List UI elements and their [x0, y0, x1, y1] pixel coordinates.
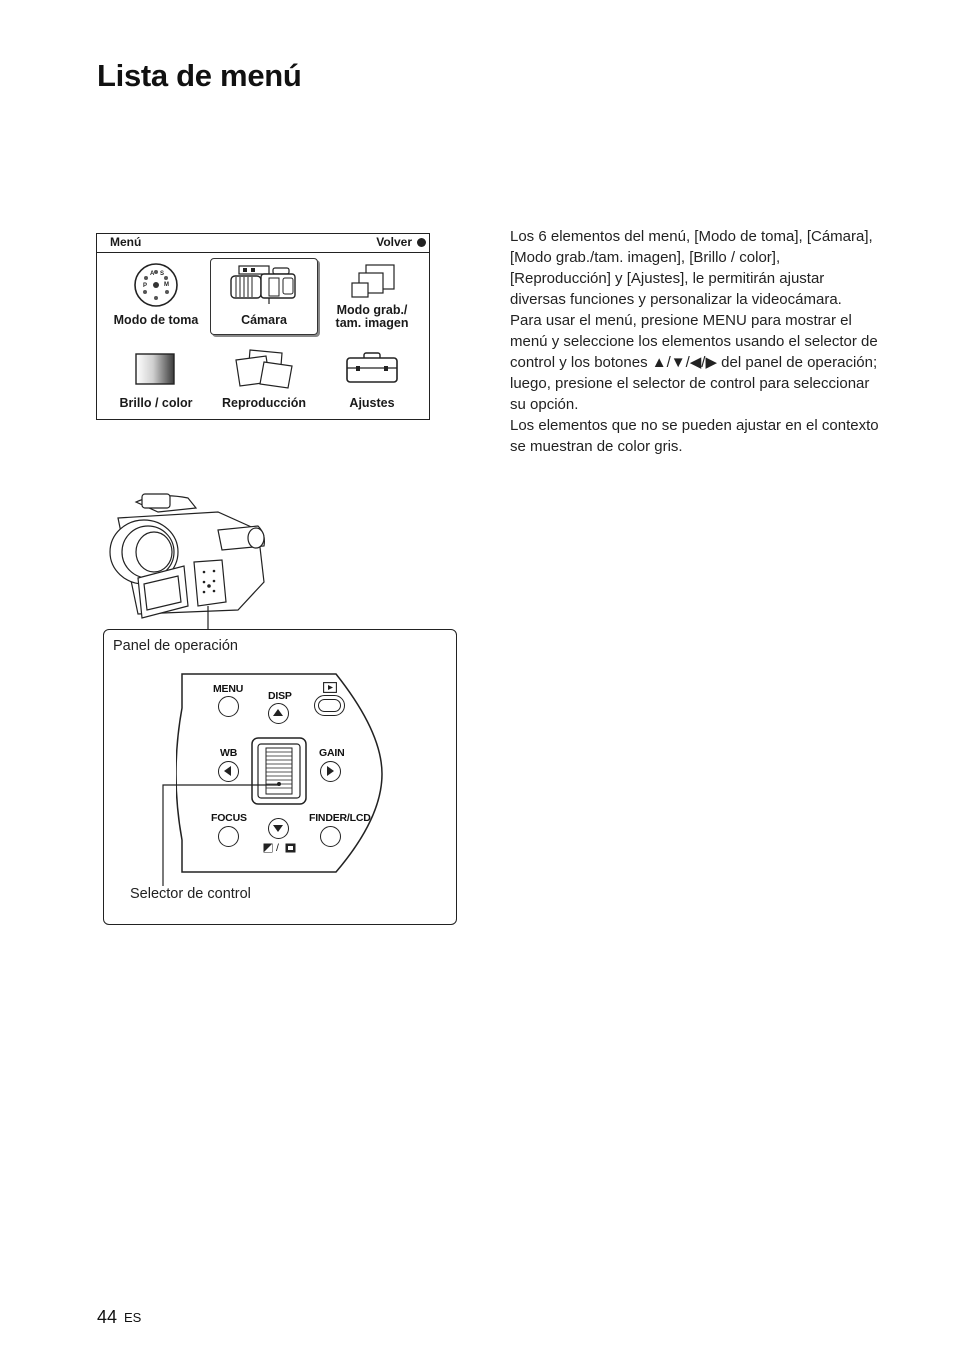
right-button[interactable]	[320, 761, 341, 782]
finder-lcd-button-label: FINDER/LCD	[309, 812, 371, 824]
page-title: Lista de menú	[97, 58, 302, 93]
description-paragraph: Los elementos que no se pueden ajustar en el contexto se muestran de color gris.	[510, 417, 879, 455]
triangle-right-icon	[321, 762, 339, 780]
menu-title: Menú	[110, 235, 142, 249]
page-number: 44	[97, 1307, 118, 1327]
menu-item-label: Ajustes	[349, 396, 395, 410]
dial-letter: P	[143, 283, 148, 289]
menu-item-label-line2: tam. imagen	[335, 316, 409, 330]
menu-button[interactable]	[218, 696, 239, 717]
triangle-left-icon	[219, 762, 237, 780]
up-button[interactable]	[268, 703, 289, 724]
selector-label: Selector de control	[130, 886, 251, 902]
menu-item-label: Cámara	[241, 313, 287, 327]
selector-leader-line	[160, 782, 284, 888]
finder-lcd-button[interactable]	[320, 826, 341, 847]
menu-item-label: Brillo / color	[119, 396, 193, 410]
menu-item-label: Modo de toma	[113, 313, 199, 327]
menu-screen	[96, 233, 430, 420]
menu-item-brillo-color	[102, 346, 210, 418]
back-label: Volver	[376, 235, 412, 249]
description	[510, 226, 880, 457]
menu-item-modo-grab	[318, 258, 426, 336]
playback-button[interactable]	[314, 695, 345, 716]
disp-button-label: DISP	[268, 690, 292, 702]
operation-panel-label: Panel de operación	[113, 638, 238, 654]
back-dot-icon	[417, 238, 426, 247]
toolbox-icon	[344, 352, 400, 386]
icon-separator: /	[276, 842, 279, 854]
menu-item-modo-de-toma	[102, 258, 210, 336]
menu-item-ajustes	[318, 346, 426, 418]
left-button[interactable]	[218, 761, 239, 782]
page-language: ES	[124, 1310, 142, 1325]
description-paragraph: Los 6 elementos del menú, [Modo de toma], [Cámara], [Modo grab./tam. imagen], [Brillo / color], [Reproducción] y [Ajustes], le permitirán ajustar diversas funciones y personalizar la videocámara.	[510, 228, 873, 308]
menu-item-reproduccion	[210, 346, 318, 418]
brightness-gradient-icon	[134, 352, 178, 386]
camcorder-illustration	[98, 490, 278, 632]
photos-icon	[232, 348, 296, 390]
description-paragraph: Para usar el menú, presione MENU para mostrar el menú y seleccione los elementos usando el selector de control y los botones ▲/▼/◀/▶ del panel de operación; luego, presione el selector de control para seleccionar su opción.	[510, 312, 878, 413]
gain-button-label: GAIN	[319, 747, 345, 759]
wb-button-label: WB	[220, 747, 238, 759]
playback-icon	[323, 682, 337, 693]
menu-item-label-line1: Modo grab./	[336, 303, 408, 317]
menu-item-label: Reproducción	[221, 396, 307, 410]
triangle-up-icon	[269, 704, 287, 722]
mode-dial-icon	[133, 262, 179, 308]
frames-icon	[343, 263, 403, 303]
menu-button-label: MENU	[213, 683, 244, 695]
dial-letter: A	[150, 271, 155, 277]
menu-item-camara	[210, 258, 318, 336]
focus-button-label: FOCUS	[211, 812, 247, 824]
camera-icon	[229, 264, 301, 306]
dial-letter: M	[164, 282, 169, 288]
menu-header	[97, 234, 429, 253]
spotmeter-icon	[285, 843, 296, 853]
dial-letter: S	[160, 271, 165, 277]
